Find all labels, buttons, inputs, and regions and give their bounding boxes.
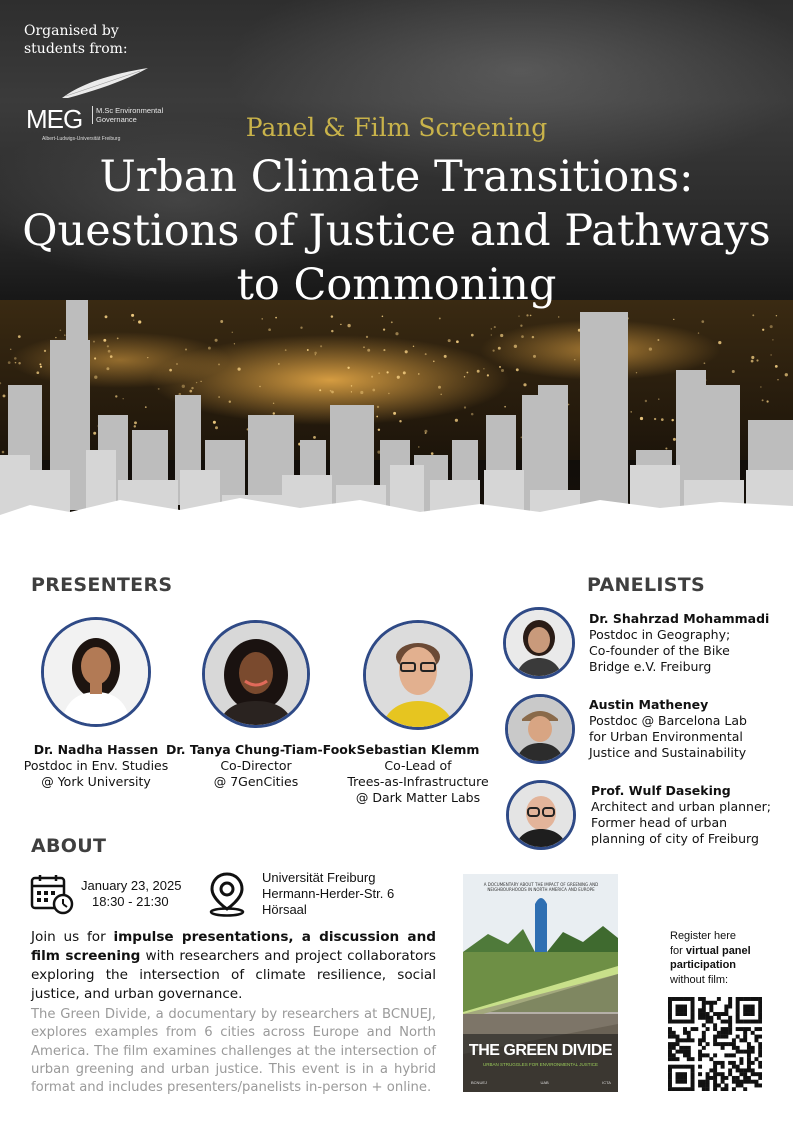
panelist-photo: [506, 780, 576, 850]
logo-subtitle: M.Sc Environmental Governance: [92, 106, 166, 124]
event-kicker: Panel & Film Screening: [245, 113, 548, 142]
panelist-photo: [505, 694, 575, 764]
presenter-role: Postdoc in Env. Studies @ York University: [23, 758, 169, 789]
organised-by-label: Organised by students from:: [24, 23, 128, 57]
panelist-role: Postdoc in Geography; Co-founder of the Bike Bridge e.V. Freiburg: [589, 627, 731, 674]
presenter-photo: [41, 617, 151, 727]
event-title: Urban Climate Transitions: Questions of Justice and Pathways to Commoning: [22, 152, 771, 310]
panelist-photo: [503, 607, 575, 679]
presenters-heading: PRESENTERS: [31, 574, 173, 596]
panelist-role: Architect and urban planner; Former head of urban planning of city of Freiburg: [591, 799, 772, 846]
logo-wordmark: MEG: [26, 104, 83, 134]
about-description: The Green Divide, a documentary by researchers at BCNUEJ, explores examples from 6 cities across Europe and North America. The film examines challenges at the intersection of urban greening and urban justice. This event is in a hybrid format and includes presenters/panelists in-person + online.: [31, 1007, 436, 1096]
panelist-role: Postdoc @ Barcelona Lab for Urban Environmental Justice and Sustainability: [589, 713, 747, 760]
presenter-role: Co-Lead of Trees-as-Infrastructure @ Dark Matter Labs: [347, 758, 489, 805]
panelist-name: Austin Matheney: [589, 697, 709, 712]
location-pin-icon: [206, 871, 248, 917]
event-date: January 23, 2025: [81, 878, 182, 893]
panelists-heading: PANELISTS: [587, 574, 705, 596]
presenter-photo: [363, 620, 473, 730]
logo-university: Albert-Ludwigs-Universität Freiburg: [42, 136, 121, 142]
presenter-role: Co-Director @ 7GenCities: [213, 758, 299, 789]
presenter-name: Dr. Nadha Hassen: [33, 742, 159, 757]
presenter-photo: [202, 620, 310, 728]
about-heading: ABOUT: [31, 835, 107, 857]
feather-icon: [60, 66, 150, 102]
poster-tagline: A DOCUMENTARY ABOUT THE IMPACT OF GREENING AND NEIGHBOURHOODS IN NORTH AMERICA AND EUROPE: [483, 882, 599, 892]
panelist-name: Dr. Shahrzad Mohammadi: [589, 611, 770, 626]
poster-title: THE GREEN DIVIDE: [468, 1042, 613, 1059]
qr-code[interactable]: [668, 997, 762, 1091]
register-note: Register here for virtual panel participation without film:: [670, 930, 751, 986]
panelist-name: Prof. Wulf Daseking: [591, 783, 731, 798]
about-intro: Join us for impulse presentations, a discussion and film screening with researchers and project collaborators exploring the intersection of climate resilience, social justice, and urban governance.: [31, 929, 437, 1002]
film-poster: [463, 874, 618, 1092]
calendar-clock-icon: [30, 873, 74, 915]
hero-banner: [0, 0, 793, 560]
presenter-name: Sebastian Klemm: [356, 742, 480, 757]
poster-credits: BCNUEJ UAB ICTA: [471, 1080, 611, 1085]
presenter-name: Dr. Tanya Chung-Tiam-Fook: [166, 742, 357, 757]
event-time: 18:30 - 21:30: [92, 894, 169, 909]
event-location: Universität Freiburg Hermann-Herder-Str. 6 Hörsaal: [262, 870, 395, 917]
poster-subtitle: URBAN STRUGGLES FOR ENVIRONMENTAL JUSTICE: [482, 1062, 598, 1067]
